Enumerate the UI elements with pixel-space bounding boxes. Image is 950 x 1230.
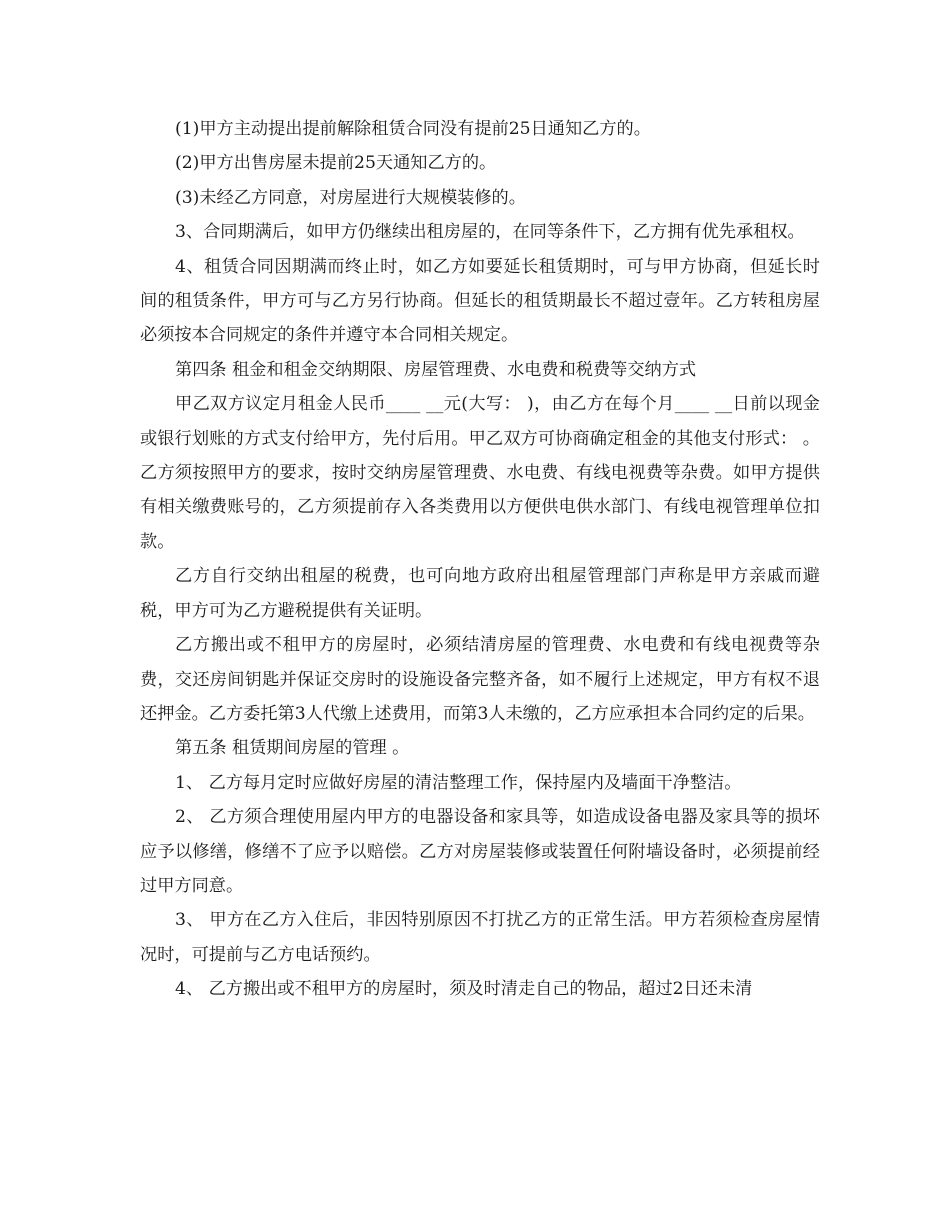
paragraph-lease-extension: 4、租赁合同因期满而终止时，如乙方如要延长租赁期时，可与甲方协商，但延长时间的租赁条件，甲方可与乙方另行协商。但延长的租赁期最长不超过壹年。乙方转租房屋必须按本合同规定的条件并遵守本合同相关规定。 xyxy=(140,256,820,346)
paragraph-furniture-care: 2、 乙方须合理使用屋内甲方的电器设备和家具等，如造成设备电器及家具等的损坏应予以修缮，修缮不了应予以赔偿。乙方对房屋装修或装置任何附墙设备时，必须提前经过甲方同意。 xyxy=(140,807,820,896)
paragraph-no-disturbance: 3、 甲方在乙方入住后，非因特别原因不打扰乙方的正常生活。甲方若须检查房屋情况时，可提前与乙方电话预约。 xyxy=(140,910,820,965)
article-4-heading: 第四条 租金和租金交纳期限、房屋管理费、水电费和税费等交纳方式 xyxy=(175,359,697,380)
document-page xyxy=(140,112,820,1007)
paragraph-rent-payment: 甲乙双方议定月租金人民币____ __元(大写： )，由乙方在每个月____ __日前以现金或银行划账的方式支付给甲方，先付后用。甲乙双方可协商确定租金的其他支付形式： 。 乙方须按照甲方的要求，按时交纳房屋管理费、水电费、有线电视费等杂费。如甲方提供有相关缴费账号的，乙方须提前存入各类费用以方便供电供水部门、有线电视管理单位扣款。 xyxy=(140,394,820,552)
clause-item-2: (2)甲方出售房屋未提前25天通知乙方的。 xyxy=(175,153,497,174)
paragraph-tax: 乙方自行交纳出租屋的税费，也可向地方政府出租屋管理部门声称是甲方亲戚而避税，甲方可为乙方避税提供有关证明。 xyxy=(140,566,820,621)
clause-item-3: (3)未经乙方同意，对房屋进行大规模装修的。 xyxy=(175,187,526,208)
article-5-heading: 第五条 租赁期间房屋的管理 。 xyxy=(175,738,410,759)
paragraph-move-out-fees: 乙方搬出或不租甲方的房屋时，必须结清房屋的管理费、水电费和有线电视费等杂费，交还房间钥匙并保证交房时的设施设备完整齐备，如不履行上述规定，甲方有权不退还押金。乙方委托第3人代缴上述费用，而第3人未缴的，乙方应承担本合同约定的后果。 xyxy=(140,635,820,724)
paragraph-renewal-priority: 3、合同期满后，如甲方仍继续出租房屋的，在同等条件下，乙方拥有优先承租权。 xyxy=(175,222,805,243)
clause-item-1: (1)甲方主动提出提前解除租赁合同没有提前25日通知乙方的。 xyxy=(175,119,651,139)
paragraph-cleaning: 1、 乙方每月定时应做好房屋的清洁整理工作，保持屋内及墙面干净整洁。 xyxy=(175,772,742,793)
paragraph-move-out-items: 4、 乙方搬出或不租甲方的房屋时，须及时清走自己的物品，超过2日还未清 xyxy=(175,979,753,1000)
